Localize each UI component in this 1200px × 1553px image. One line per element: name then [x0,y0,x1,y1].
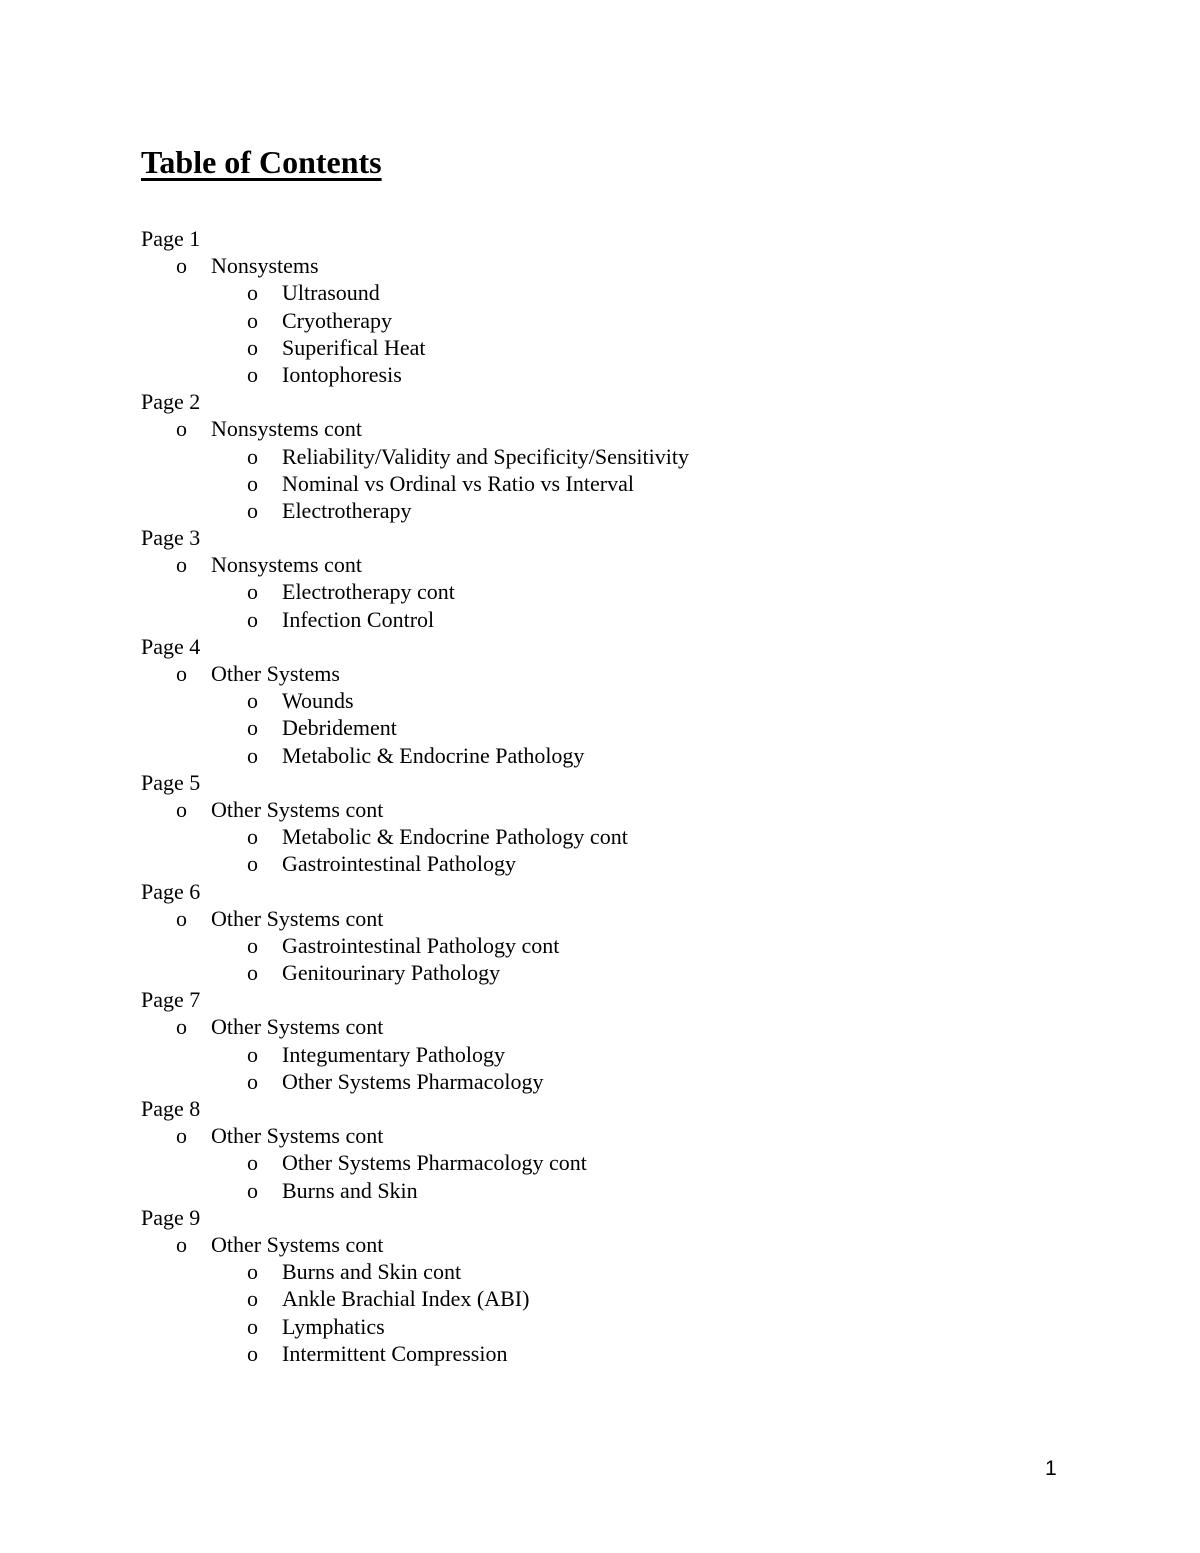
toc-topic-label: Burns and Skin [282,1177,418,1203]
toc-section-label: Other Systems cont [211,1231,384,1257]
hollow-bullet-icon: o [176,416,187,442]
hollow-bullet-icon: o [247,742,258,768]
hollow-bullet-icon: o [247,1340,258,1366]
toc-page-label: Page 8 [141,1096,201,1121]
toc-page-label: Page 2 [141,389,201,415]
hollow-bullet-icon: o [247,1177,258,1203]
toc-topic-label: Wounds [282,688,354,714]
hollow-bullet-icon: o [247,497,258,523]
toc-page-label: Page 6 [141,878,201,904]
hollow-bullet-icon: o [247,606,258,632]
toc-topic-label: Nominal vs Ordinal vs Ratio vs Interval [282,470,634,496]
hollow-bullet-icon: o [247,960,258,986]
toc-topic-label: Gastrointestinal Pathology cont [282,932,560,958]
toc-topic-label: Intermittent Compression [282,1340,508,1366]
hollow-bullet-icon: o [176,1123,187,1149]
hollow-bullet-icon: o [247,1068,258,1094]
toc-section-label: Nonsystems [211,253,319,279]
hollow-bullet-icon: o [247,443,258,469]
toc-topic-label: Debridement [282,715,397,741]
toc-topic-label: Metabolic & Endocrine Pathology cont [282,824,628,850]
toc-section-label: Other Systems cont [211,905,384,931]
toc-page-label: Page 9 [141,1204,201,1230]
hollow-bullet-icon: o [247,688,258,714]
hollow-bullet-icon: o [247,1259,258,1285]
page-number: 1 [1045,1457,1057,1480]
toc-topic-label: Other Systems Pharmacology [282,1068,544,1094]
toc-topic-label: Lymphatics [282,1313,385,1339]
hollow-bullet-icon: o [176,796,187,822]
toc-page-label: Page 5 [141,769,201,795]
hollow-bullet-icon: o [247,307,258,333]
hollow-bullet-icon: o [176,253,187,279]
toc-topic-label: Electrotherapy [282,497,412,523]
hollow-bullet-icon: o [176,905,187,931]
hollow-bullet-icon: o [247,824,258,850]
toc-topic-label: Ankle Brachial Index (ABI) [282,1286,530,1312]
hollow-bullet-icon: o [176,1014,187,1040]
toc-section-label: Other Systems [211,661,340,686]
hollow-bullet-icon: o [176,1231,187,1257]
hollow-bullet-icon: o [176,661,187,686]
toc-page-label: Page 3 [141,525,201,551]
toc-topic-label: Reliability/Validity and Specificity/Sensitivity [282,443,689,469]
toc-page-label: Page 7 [141,987,201,1013]
toc-topic-label: Electrotherapy cont [282,579,455,605]
hollow-bullet-icon: o [247,1041,258,1067]
toc-topic-label: Integumentary Pathology [282,1041,506,1067]
hollow-bullet-icon: o [247,932,258,958]
toc-section-label: Other Systems cont [211,1014,384,1040]
hollow-bullet-icon: o [247,1150,258,1176]
toc-section-label: Nonsystems cont [211,416,362,442]
toc-topic-label: Iontophoresis [282,361,402,387]
hollow-bullet-icon: o [247,715,258,741]
hollow-bullet-icon: o [247,1313,258,1339]
toc-section-label: Other Systems cont [211,796,384,822]
hollow-bullet-icon: o [247,579,258,605]
hollow-bullet-icon: o [247,1286,258,1312]
toc-topic-label: Metabolic & Endocrine Pathology [282,742,585,768]
toc-topic-label: Superifical Heat [282,334,426,360]
toc-topic-label: Cryotherapy [282,307,392,333]
toc-page-label: Page 4 [141,633,201,659]
hollow-bullet-icon: o [247,851,258,877]
hollow-bullet-icon: o [247,334,258,360]
toc-section-label: Other Systems cont [211,1123,384,1149]
toc-topic-label: Gastrointestinal Pathology [282,851,517,877]
toc-section-label: Nonsystems cont [211,552,362,578]
toc-topic-label: Ultrasound [282,280,380,306]
hollow-bullet-icon: o [247,280,258,306]
toc-page-label: Page 1 [141,226,201,251]
toc-topic-label: Infection Control [282,606,435,632]
toc-topic-label: Genitourinary Pathology [282,960,501,986]
document-title: Table of Contents [141,144,382,180]
toc-topic-label: Burns and Skin cont [282,1259,462,1285]
toc-topic-label: Other Systems Pharmacology cont [282,1150,587,1176]
hollow-bullet-icon: o [247,361,258,387]
hollow-bullet-icon: o [176,552,187,578]
hollow-bullet-icon: o [247,470,258,496]
